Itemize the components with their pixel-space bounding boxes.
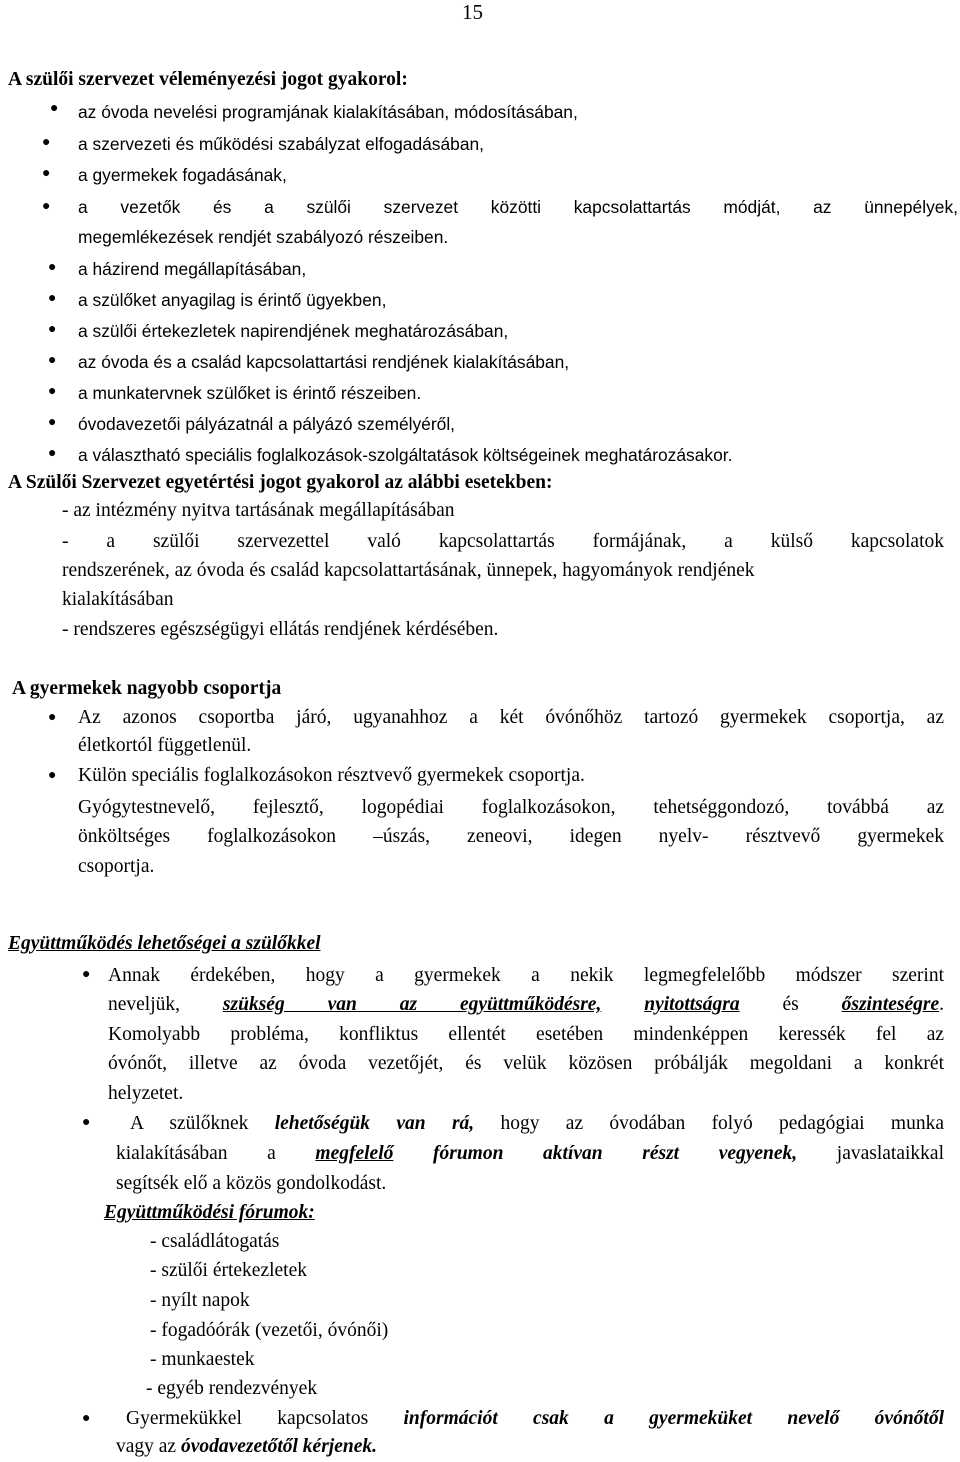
emphasis-text: őszinteségre — [841, 994, 940, 1015]
section-heading — [12, 675, 281, 703]
list-item: a vezetők és a szülői szervezet közötti kapcsolattartás módját, az ünnepélyek, — [78, 197, 958, 217]
forum-item: - munkaestek — [150, 1349, 255, 1370]
list-item: Az azonos csoportba járó, ugyanahhoz a két óvónőhöz tartozó gyermekek csoportja, az — [78, 707, 944, 728]
emphasis-text: információt csak a gyermeküket nevelő óvónőtől — [403, 1408, 944, 1429]
paragraph-line: segítsék elő a közös gondolkodást. — [116, 1173, 387, 1194]
list-item: a házirend megállapításában, — [78, 259, 307, 279]
list-item-continuation: megemlékezések rendjét szabályozó részeiben. — [78, 227, 449, 247]
emphasis-text: fórumon aktívan részt vegyenek, — [433, 1143, 798, 1164]
emphasis-text: nyitottságra — [644, 994, 740, 1015]
paragraph-line: kialakításában — [62, 589, 174, 610]
heading-text: Együttműködési fórumok: — [104, 1202, 315, 1223]
paragraph-line: - az intézmény nyitva tartásának megállapításában — [62, 500, 455, 521]
emphasis-text: szükség van az együttműködésre, — [222, 994, 602, 1015]
list-item: a munkatervnek szülőket is érintő részeiben. — [78, 383, 422, 403]
heading-text: A szülői szervezet véleményezési jogot gyakorol: — [8, 69, 408, 90]
paragraph-line: óvónőt, illetve az óvoda vezetőjét, és velük közösen próbálják megoldani a konkrét — [108, 1053, 944, 1074]
list-item: a választható speciális foglalkozások-szolgáltatások költségeinek meghatározásakor. — [78, 445, 733, 465]
list-item: az óvoda nevelési programjának kialakításában, módosításában, — [78, 102, 578, 122]
bullet-icon: ● — [48, 446, 57, 461]
text-run: és — [739, 994, 842, 1015]
emphasis-text: megfelelő — [315, 1143, 394, 1164]
bullet-icon: ● — [42, 166, 51, 181]
paragraph-line — [116, 1140, 944, 1168]
bullet-icon: ● — [48, 768, 57, 783]
bullet-icon: ● — [48, 291, 57, 306]
paragraph-line: Komolyabb probléma, konfliktus ellentét esetében mindenképpen keressék fel az — [108, 1024, 944, 1045]
list-item: a szülői értekezletek napirendjének meghatározásában, — [78, 321, 509, 341]
section-heading — [8, 469, 552, 497]
forums-heading — [104, 1199, 315, 1227]
text-run: hogy az óvodában folyó pedagógiai munka — [474, 1113, 944, 1134]
text-run: . — [939, 994, 944, 1015]
list-item: az óvoda és a család kapcsolattartási rendjének kialakításában, — [78, 352, 570, 372]
bullet-icon: ● — [48, 322, 57, 337]
list-item-continuation: Gyógytestnevelő, fejlesztő, logopédiai foglalkozásokon, tehetséggondozó, továbbá az — [78, 797, 944, 818]
list-item-continuation: életkortól függetlenül. — [78, 735, 252, 756]
forum-item: - szülői értekezletek — [150, 1260, 307, 1281]
text-run: kialakításában a — [116, 1143, 316, 1164]
forum-item: - családlátogatás — [150, 1231, 280, 1252]
text-run: vagy az — [116, 1436, 181, 1457]
bullet-icon: ● — [82, 967, 91, 982]
paragraph-line: rendszerének, az óvoda és család kapcsolattartásának, ünnepek, hagyományok rendjének — [62, 560, 755, 581]
list-item: Külön speciális foglalkozásokon résztvevő gyermekek csoportja. — [78, 765, 585, 786]
paragraph-line — [108, 991, 944, 1019]
forum-item: - fogadóórák (vezetői, óvónői) — [150, 1320, 389, 1341]
list-item: a gyermekek fogadásának, — [78, 165, 287, 185]
text-run: A szülőknek — [130, 1113, 275, 1134]
paragraph-line: - a szülői szervezettel való kapcsolattartás formájának, a külső kapcsolatok — [62, 531, 944, 552]
bullet-icon: ● — [42, 135, 51, 150]
bullet-icon: ● — [48, 384, 57, 399]
list-item-continuation: önköltséges foglalkozásokon –úszás, zeneovi, idegen nyelv- résztvevő gyermekek — [78, 826, 944, 847]
paragraph-line: - rendszeres egészségügyi ellátás rendjének kérdésében. — [62, 619, 499, 640]
forum-item: - nyílt napok — [150, 1290, 250, 1311]
heading-text: A Szülői Szervezet egyetértési jogot gyakorol az alábbi esetekben: — [8, 472, 553, 493]
list-item-continuation: csoportja. — [78, 856, 155, 877]
bullet-icon: ● — [42, 199, 51, 214]
bullet-icon: ● — [82, 1411, 91, 1426]
section-heading — [8, 930, 321, 958]
paragraph-line — [116, 1433, 377, 1461]
page-number: 15 — [462, 0, 483, 24]
emphasis-text: óvodavezetőtől kérjenek. — [180, 1436, 377, 1457]
text-run — [601, 994, 644, 1015]
bullet-icon: ● — [48, 415, 57, 430]
bullet-icon: ● — [82, 1115, 91, 1130]
bullet-icon: ● — [48, 260, 57, 275]
bullet-icon: ● — [48, 353, 57, 368]
paragraph-line — [130, 1110, 944, 1138]
bullet-icon: ● — [48, 710, 57, 725]
heading-text: Együttműködés lehetőségei a szülőkkel — [8, 933, 321, 954]
section-heading — [8, 66, 408, 94]
paragraph-line: Annak érdekében, hogy a gyermekek a nekik legmegfelelőbb módszer szerint — [108, 965, 944, 986]
paragraph-line — [126, 1405, 944, 1433]
text-run: Gyermekükkel kapcsolatos — [126, 1408, 404, 1429]
list-item: óvodavezetői pályázatnál a pályázó személyéről, — [78, 414, 456, 434]
list-item: a szülőket anyagilag is érintő ügyekben, — [78, 290, 387, 310]
text-run: neveljük, — [108, 994, 223, 1015]
bullet-icon: ● — [50, 101, 59, 116]
heading-text: A gyermekek nagyobb csoportja — [12, 678, 282, 699]
list-item: a szervezeti és működési szabályzat elfogadásában, — [78, 134, 485, 154]
text-run — [393, 1143, 433, 1164]
emphasis-text: lehetőségük van rá, — [274, 1113, 475, 1134]
text-run: javaslataikkal — [797, 1143, 944, 1164]
paragraph-line: helyzetet. — [108, 1083, 184, 1104]
forum-item: - egyéb rendezvények — [146, 1378, 318, 1399]
